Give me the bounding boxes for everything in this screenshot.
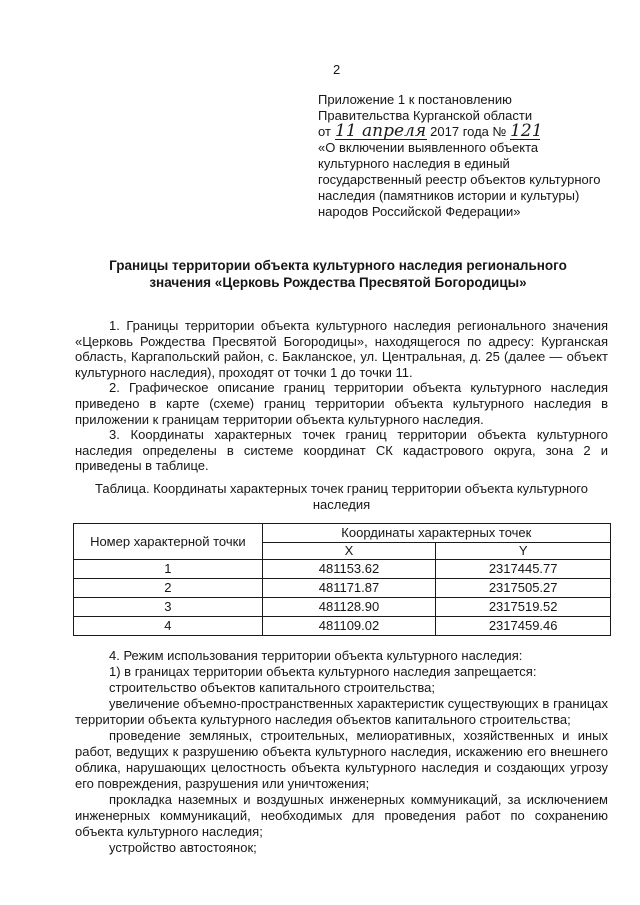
cell-x: 481171.87 [262, 579, 436, 598]
regime-item-4: увеличение объемно-пространственных характеристик существующих в границах территории объекта культурного наследия объектов капитального строительства; [75, 696, 608, 727]
paragraph-3: 3. Координаты характерных точек границ территории объекта культурного наследия определены в системе координат СК кадастрового округа, зона 2 и приведены в таблице. [75, 427, 608, 474]
table-row [74, 617, 611, 636]
cell-point: 3 [74, 598, 263, 617]
table-caption-line-1: Таблица. Координаты характерных точек границ территории объекта культурного [95, 481, 588, 496]
appendix-line-1: Приложение 1 к постановлению [318, 92, 512, 107]
regime-item-7: устройство автостоянок; [109, 840, 257, 855]
regime-section [75, 648, 608, 856]
header-x: X [262, 543, 436, 560]
handwritten-number: 121 [510, 121, 543, 141]
title-line-2: значения «Церковь Рождества Пресвятой Богородицы» [149, 275, 527, 290]
table-row [74, 598, 611, 617]
document-title [108, 257, 568, 291]
table-row [74, 579, 611, 598]
regime-item-3: строительство объектов капитального строительства; [109, 680, 435, 695]
appendix-date-line [318, 121, 618, 141]
regime-item-1: 4. Режим использования территории объекта культурного наследия: [109, 648, 523, 663]
cell-y: 2317519.52 [436, 598, 611, 617]
header-point-number: Номер характерной точки [74, 524, 263, 560]
cell-y: 2317505.27 [436, 579, 611, 598]
appendix-subject-4: наследия (памятников истории и культуры) [318, 188, 580, 203]
cell-y: 2317445.77 [436, 560, 611, 579]
regime-item-5: проведение земляных, строительных, мелиоративных, хозяйственных и иных работ, ведущих к разрушению объекта культурного наследия, искажению его внешнего облика, нарушающих целостность объекта культурного наследия и создающих угрозу его повреждения, разрушения или уничтожения; [75, 728, 608, 791]
appendix-subject-5: народов Российской Федерации» [318, 204, 521, 219]
date-underline [334, 121, 427, 141]
body-paragraphs [75, 318, 608, 474]
appendix-subject-1: «О включении выявленного объекта [318, 140, 539, 155]
appendix-subject-3: государственный реестр объектов культурного [318, 172, 601, 187]
appendix-line-2: Правительства Курганской области [318, 108, 533, 123]
table-row [74, 560, 611, 579]
handwritten-date: 11 апреля [334, 121, 427, 141]
cell-x: 481153.62 [262, 560, 436, 579]
cell-point: 1 [74, 560, 263, 579]
cell-point: 2 [74, 579, 263, 598]
table-caption [75, 481, 608, 513]
appendix-subject-2: культурного наследия в единый [318, 156, 510, 171]
page-number: 2 [333, 62, 341, 77]
appendix-block [318, 92, 618, 220]
regime-item-2: 1) в границах территории объекта культурного наследия запрещается: [109, 664, 537, 679]
year-text: 2017 года № [430, 124, 507, 139]
coordinates-table [73, 523, 611, 636]
paragraph-1: 1. Границы территории объекта культурного наследия регионального значения «Церковь Рождества Пресвятой Богородицы», находящегося по адресу: Курганская область, Каргапольский район, с. Бакланское, ул. Центральная, д. 25 (далее — объект культурного наследия), проходят от точки 1 до точки 11. [75, 318, 608, 380]
cell-x: 481128.90 [262, 598, 436, 617]
paragraph-2: 2. Графическое описание границ территории объекта культурного наследия приведено в карте (схеме) границ территории объекта культурного наследия в приложении к границам территории объекта культурного наследия. [75, 380, 608, 427]
cell-x: 481109.02 [262, 617, 436, 636]
header-y: Y [436, 543, 611, 560]
title-line-1: Границы территории объекта культурного наследия регионального [109, 258, 567, 273]
regime-item-6: прокладка наземных и воздушных инженерных коммуникаций, за исключением инженерных коммуникаций, необходимых для проведения работ по сохранению объекта культурного наследия; [75, 792, 608, 839]
cell-y: 2317459.46 [436, 617, 611, 636]
date-prefix: от [318, 124, 331, 139]
number-underline [510, 121, 543, 141]
table-caption-line-2: наследия [312, 497, 371, 512]
cell-point: 4 [74, 617, 263, 636]
header-coordinates: Координаты характерных точек [262, 524, 610, 543]
